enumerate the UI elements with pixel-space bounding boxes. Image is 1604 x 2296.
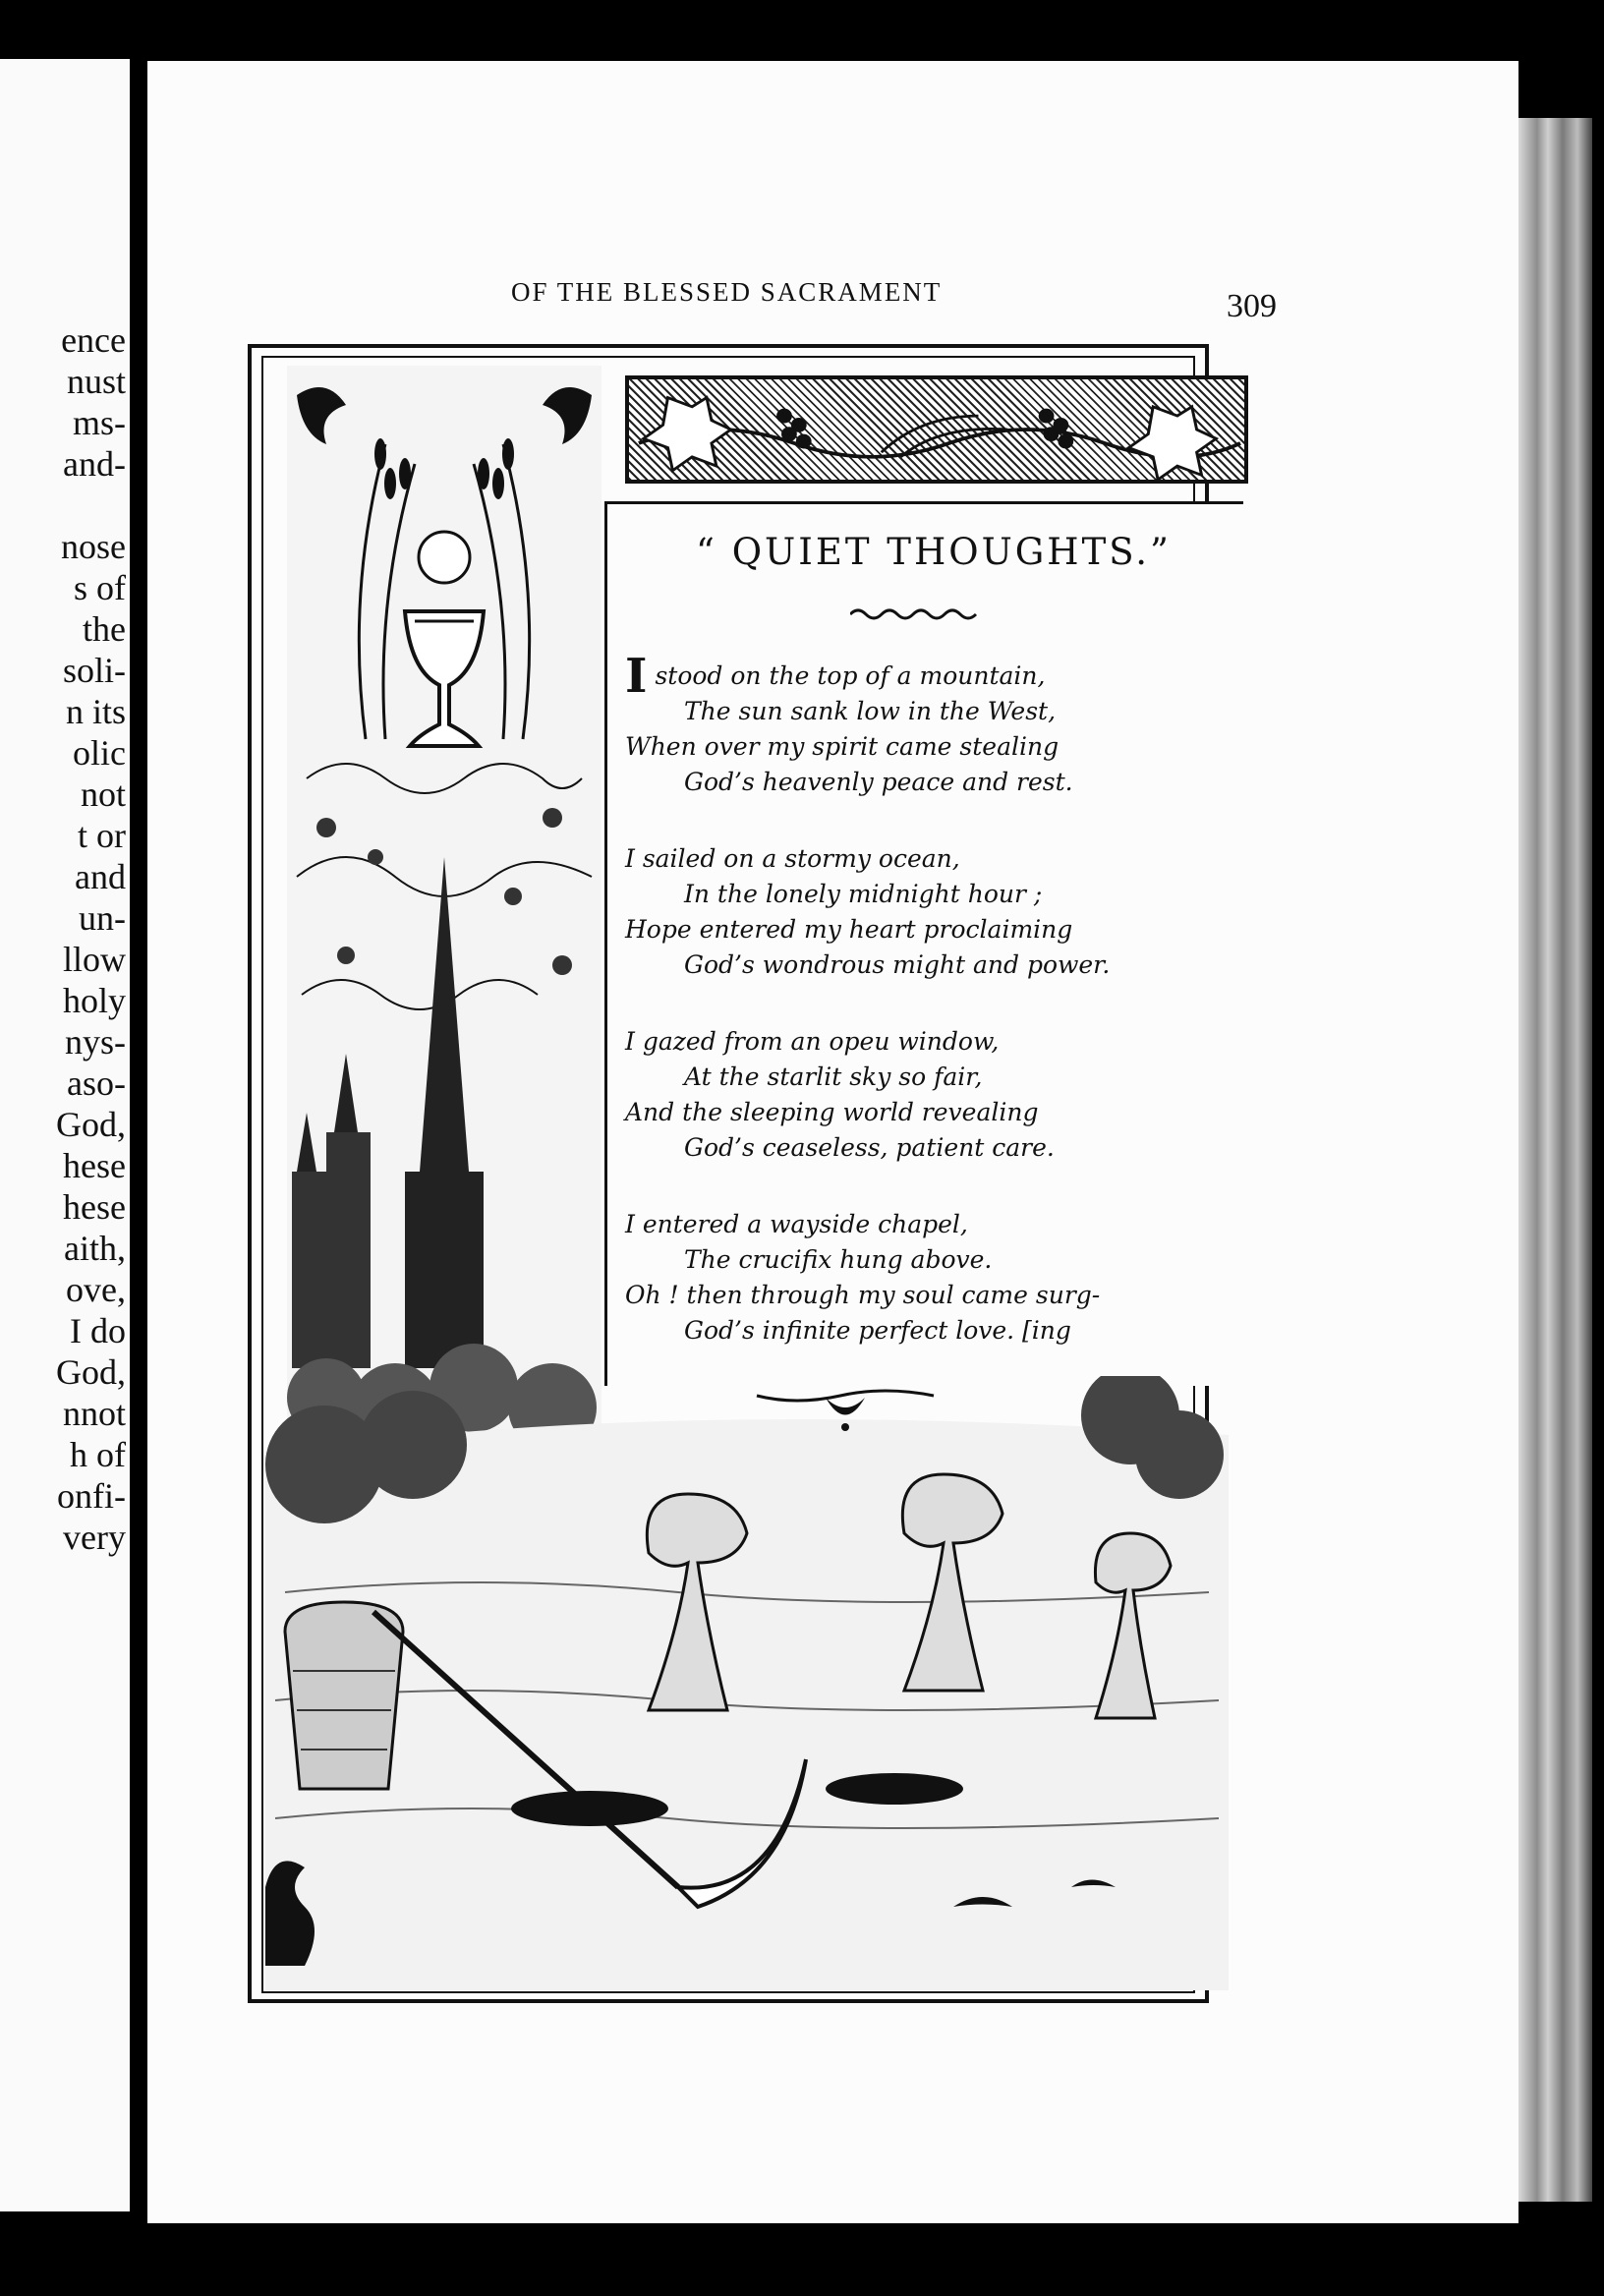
vine-and-grapes-band — [625, 375, 1248, 484]
drop-cap: I — [625, 649, 648, 704]
poem-line: In the lonely midnight hour ; — [684, 880, 1043, 908]
line-fragment: llow — [62, 940, 126, 979]
line-fragment: aso- — [67, 1063, 126, 1103]
poem-line: The sun sank low in the West, — [684, 697, 1057, 725]
poem-title: “ QUIET THOUGHTS.” — [696, 531, 1172, 573]
stanza-1 — [625, 649, 1234, 800]
line-fragment: nose — [61, 527, 126, 566]
poem-body — [625, 649, 1234, 1390]
previous-page — [0, 59, 130, 2211]
line-fragment: aith, — [64, 1229, 126, 1268]
line-fragment: and- — [63, 444, 126, 484]
poem-line: The crucifix hung above. — [684, 1245, 993, 1274]
line-fragment: holy — [62, 981, 126, 1020]
line-fragment: not — [80, 775, 126, 814]
line-fragment: and — [75, 857, 126, 896]
stanza-4 — [625, 1207, 1234, 1349]
line-fragment: God, — [56, 1105, 126, 1144]
line-fragment: un- — [79, 898, 126, 938]
harvest-field-illustration — [265, 1376, 1229, 1990]
poem-line: When over my spirit came stealing — [625, 732, 1060, 761]
previous-page-text — [56, 319, 126, 1558]
poem-line: I sailed on a stormy ocean, — [625, 844, 960, 873]
poem-line: Hope entered my heart proclaiming — [625, 915, 1073, 944]
line-fragment: ence — [61, 320, 126, 360]
line-fragment: nust — [66, 362, 126, 401]
line-fragment: God, — [56, 1352, 126, 1392]
page-edges — [1518, 118, 1592, 2202]
line-fragment: soli- — [62, 651, 126, 690]
line-fragment: hese — [63, 1146, 126, 1185]
stanza-2 — [625, 841, 1234, 983]
poem-line: God’s heavenly peace and rest. — [684, 768, 1073, 796]
line-fragment: n its — [65, 692, 126, 731]
line-fragment: nnot — [62, 1394, 126, 1433]
title-swash-ornament — [850, 604, 978, 624]
line-fragment: s of — [74, 568, 126, 607]
poem-line: God’s infinite perfect love. [ing — [684, 1316, 1071, 1345]
line-fragment: t or — [78, 816, 126, 855]
running-head: OF THE BLESSED SACRAMENT — [511, 277, 943, 307]
poem-line: Oh ! then through my soul came surg- — [625, 1281, 1101, 1309]
chalice-and-spire-illustration — [287, 366, 602, 1496]
poem-line-text: stood on the top of a mountain, — [655, 661, 1046, 690]
poem-line: At the starlit sky so fair, — [684, 1062, 983, 1091]
poem-line — [625, 649, 1234, 704]
line-fragment: ms- — [73, 403, 126, 442]
line-fragment: very — [63, 1518, 126, 1557]
poem-line: God’s ceaseless, patient care. — [684, 1133, 1055, 1162]
line-fragment: ove, — [66, 1270, 126, 1309]
poem-line: And the sleeping world revealing — [625, 1098, 1039, 1126]
poem-line: I gazed from an opeu window, — [625, 1027, 1000, 1056]
poem-line: I entered a wayside chapel, — [625, 1210, 968, 1238]
line-fragment: the — [83, 609, 126, 649]
line-fragment: olic — [73, 733, 126, 773]
tail-ornament — [752, 1386, 939, 1435]
line-fragment: I do — [70, 1311, 126, 1350]
stanza-3 — [625, 1024, 1234, 1166]
page-number: 309 — [1227, 288, 1277, 324]
poem-line: God’s wondrous might and power. — [684, 950, 1111, 979]
line-fragment: nys- — [65, 1022, 126, 1062]
line-fragment: h of — [70, 1435, 126, 1474]
line-fragment: onfi- — [57, 1476, 126, 1516]
line-fragment: hese — [63, 1187, 126, 1227]
paragraph-gap — [56, 485, 126, 526]
